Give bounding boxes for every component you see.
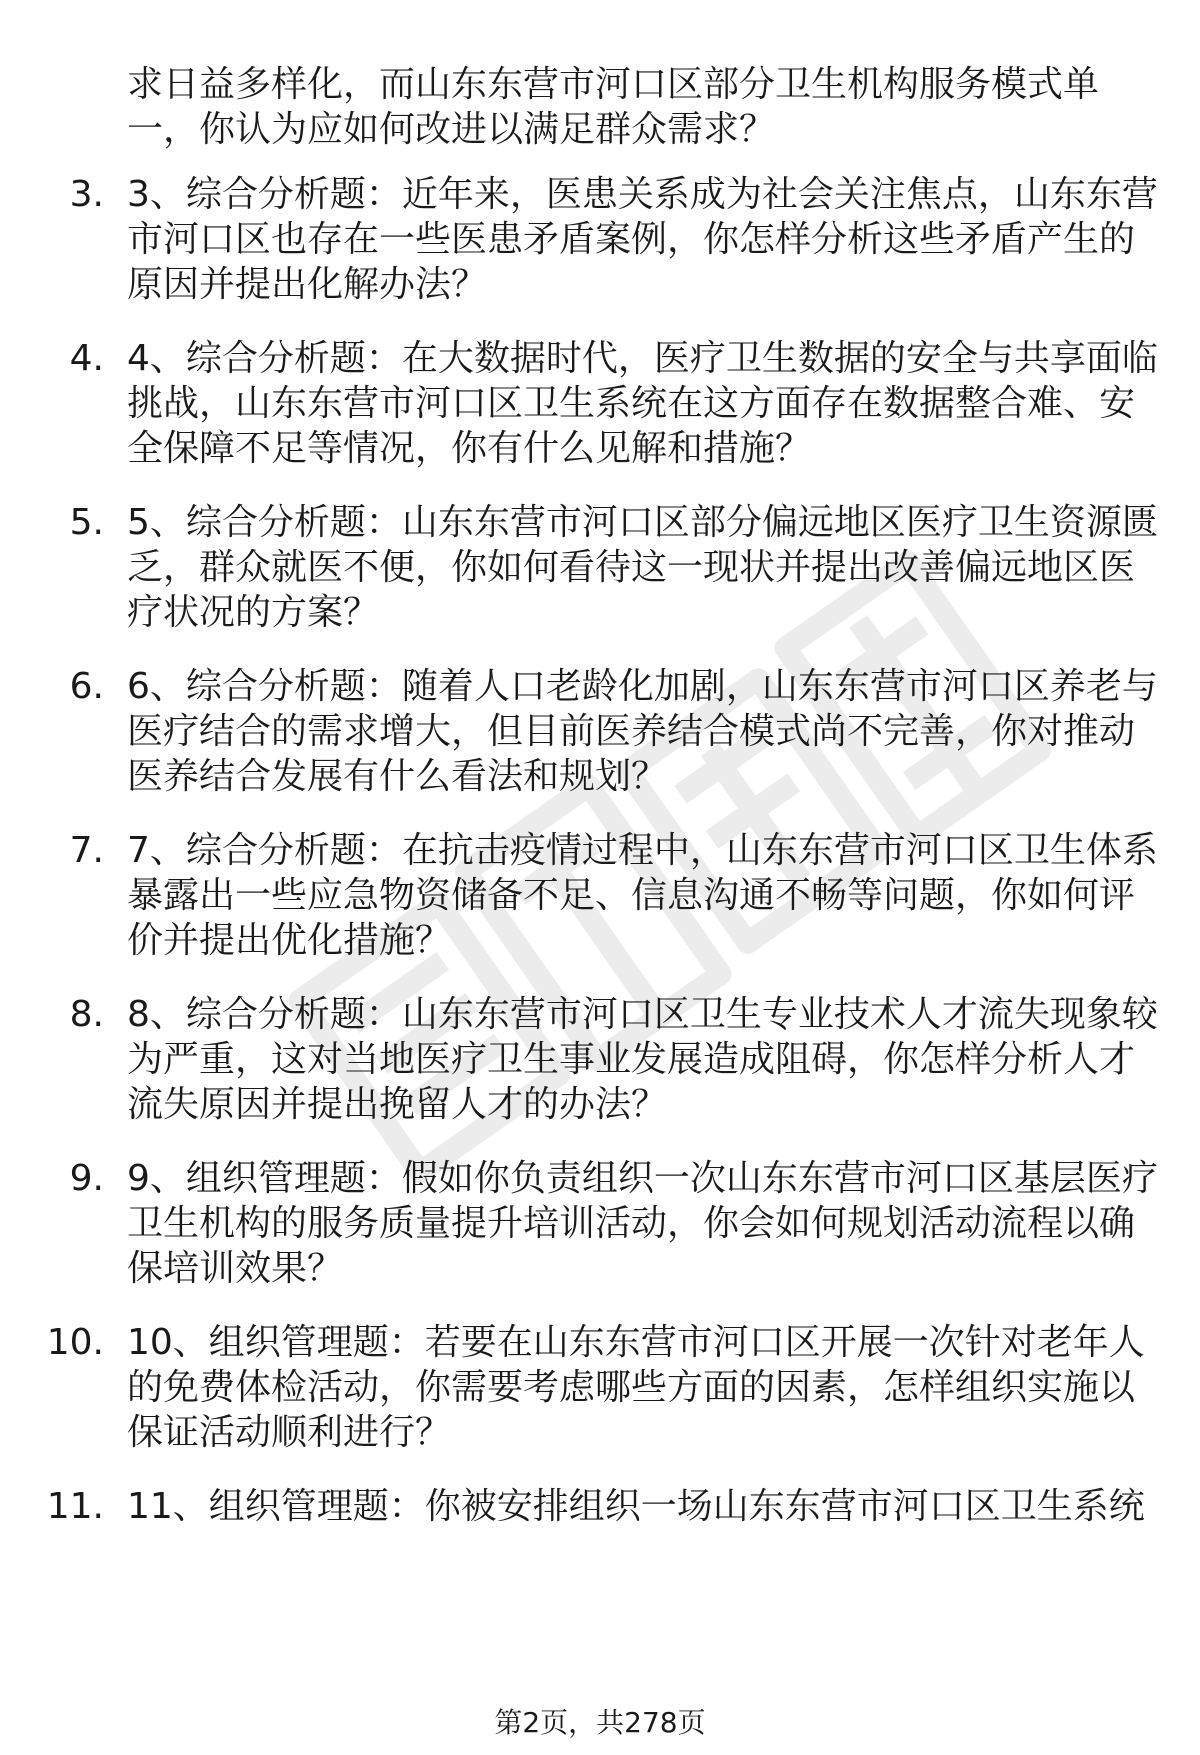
text-line: 医疗结合的需求增大，但目前医养结合模式尚不完善，你对推动 — [127, 711, 1136, 752]
text-line: 保培训效果？ — [127, 1248, 344, 1289]
text-line: 保证活动顺利进行？ — [127, 1412, 452, 1453]
text-line: 疗状况的方案？ — [127, 592, 380, 633]
text-line: 暴露出一些应急物资储备不足、信息沟通不畅等问题，你如何评 — [127, 875, 1136, 916]
text-line — [127, 1529, 1167, 1574]
question-text — [127, 336, 1167, 471]
question-text — [127, 1484, 1167, 1619]
text-line — [127, 1574, 1167, 1619]
text-line: 为严重，这对当地医疗卫生事业发展造成阻碍，你怎样分析人才 — [127, 1039, 1136, 1080]
question-text — [127, 500, 1167, 635]
text-line: 流失原因并提出挽留人才的办法？ — [127, 1084, 668, 1125]
question-text — [127, 828, 1167, 963]
question-number: 6. — [69, 666, 104, 707]
text-line: 原因并提出化解办法？ — [127, 264, 488, 305]
question-text — [127, 1156, 1167, 1291]
question-text — [127, 992, 1167, 1127]
question-text — [127, 62, 1167, 152]
question-number: 8. — [69, 994, 104, 1035]
question-text — [127, 172, 1167, 307]
text-line: 求日益多样化，而山东东营市河口区部分卫生机构服务模式单 — [127, 64, 1100, 105]
text-line: 一，你认为应如何改进以满足群众需求？ — [127, 109, 776, 150]
page-footer: 第2页，共278页 — [494, 1706, 706, 1739]
text-line: 乏，群众就医不便，你如何看待这一现状并提出改善偏远地区医 — [127, 547, 1136, 588]
text-line: 5、综合分析题：山东东营市河口区部分偏远地区医疗卫生资源匮 — [127, 502, 1158, 543]
text-line: 11、组织管理题：你被安排组织一场山东东营市河口区卫生系统 — [127, 1486, 1145, 1527]
question-number: 4. — [69, 338, 104, 379]
question-text — [127, 664, 1167, 799]
question-text — [127, 1648, 1167, 1693]
text-line: 9、组织管理题：假如你负责组织一次山东东营市河口区基层医疗 — [127, 1158, 1158, 1199]
question-number: 5. — [69, 502, 104, 543]
question-number: 11. — [46, 1486, 104, 1527]
text-line: 的免费体检活动，你需要考虑哪些方面的因素，怎样组织实施以 — [127, 1367, 1136, 1408]
question-number: 3. — [69, 174, 104, 215]
text-line: 7、综合分析题：在抗击疫情过程中，山东东营市河口区卫生体系 — [127, 830, 1158, 871]
question-number: 7. — [69, 830, 104, 871]
text-line: 4、综合分析题：在大数据时代，医疗卫生数据的安全与共享面临 — [127, 338, 1158, 379]
text-line: 市河口区也存在一些医患矛盾案例，你怎样分析这些矛盾产生的 — [127, 219, 1136, 260]
question-number: 10. — [46, 1322, 104, 1363]
text-line: 3、综合分析题：近年来，医患关系成为社会关注焦点，山东东营 — [127, 174, 1158, 215]
question-text — [127, 1320, 1167, 1455]
text-line: 6、综合分析题：随着人口老龄化加剧，山东东营市河口区养老与 — [127, 666, 1158, 707]
text-line: 卫生机构的服务质量提升培训活动，你会如何规划活动流程以确 — [127, 1203, 1136, 1244]
text-line: 8、综合分析题：山东东营市河口区卫生专业技术人才流失现象较 — [127, 994, 1158, 1035]
question-number: 9. — [69, 1158, 104, 1199]
text-line: 价并提出优化措施？ — [127, 920, 452, 961]
text-line — [127, 1648, 1167, 1693]
text-line: 挑战，山东东营市河口区卫生系统在这方面存在数据整合难、安 — [127, 383, 1136, 424]
text-line: 医养结合发展有什么看法和规划？ — [127, 756, 668, 797]
text-line: 10、组织管理题：若要在山东东营市河口区开展一次针对老年人 — [127, 1322, 1145, 1363]
text-line: 全保障不足等情况，你有什么见解和措施？ — [127, 428, 812, 469]
